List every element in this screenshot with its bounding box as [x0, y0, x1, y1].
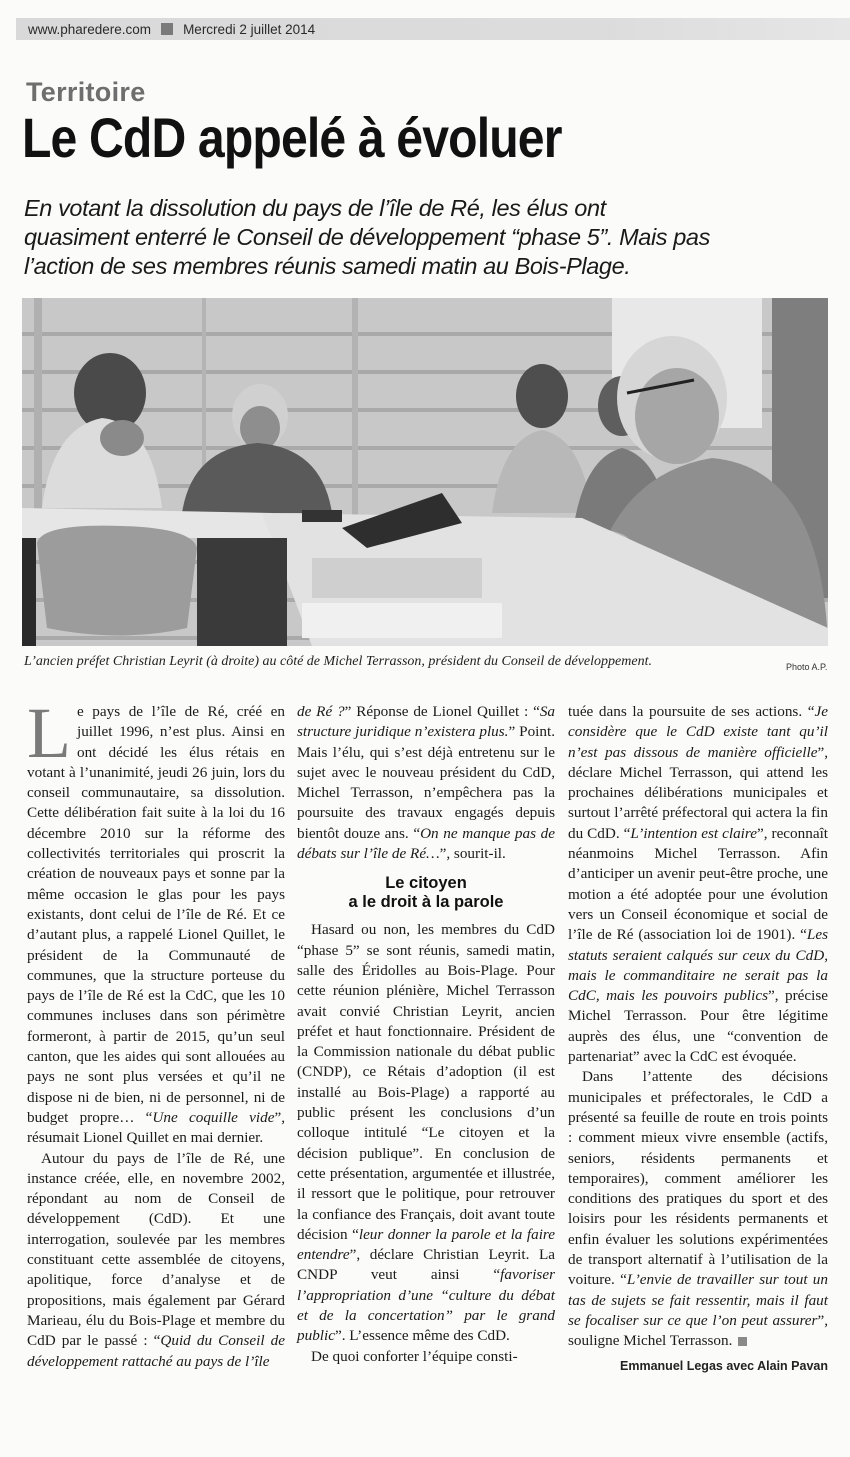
issue-date: Mercredi 2 juillet 2014 [183, 21, 316, 37]
papers [302, 603, 502, 638]
photo-caption: L’ancien préfet Christian Leyrit (à droite) au côté de Michel Terrasson, président du Conseil de développement. [24, 654, 652, 669]
header-bar [16, 18, 850, 40]
article-byline: Emmanuel Legas avec Alain Pavan [620, 1358, 828, 1373]
meeting-photo-illustration [22, 298, 828, 646]
article-column-3 [568, 702, 828, 1376]
drop-cap: L [27, 693, 71, 773]
paragraph: de Ré ?” Réponse de Lionel Quillet : “Sa structure juridique n’existera plus.” Point. Mais l’élu, qui s’est déjà entretenu sur le sujet avec le nouveau président du CdD, Michel Terrasson, n’empêchera pas la poursuite des travaux engagés depuis bientôt douze ans. “On ne manque pas de débats sur l’île de Ré…”, sourit-il. [297, 703, 555, 863]
paragraph: Dans l’attente des décisions municipales et préfectorales, le CdD a présenté sa feuille de route en trois points : comment mieux vivre ensemble (actifs, seniors, résidents permanents et temporaires), comment améliorer les conditions des pratiques du sport et des loisirs pour les résidents permanents et enfin évaluer les solutions expérimentées de transport alternatif à l’utilisation de la voiture. “L’envie de travailler sur tout un tas de sujets se fait ressentir, mais il faut se focaliser sur ce que l’on peut assurer”, souligne Michel Terrasson. [568, 1068, 828, 1350]
standfirst-line: quasiment enterré le Conseil de développement “phase 5”. Mais pas [24, 224, 710, 250]
papers-stack [312, 558, 482, 598]
chair [37, 526, 197, 636]
article-title: Le CdD appelé à évoluer [22, 106, 562, 169]
paragraph: Hasard ou non, les membres du CdD “phase 5” se sont réunis, samedi matin, salle des Éridolles au Bois-Plage. Pour cette réunion plénière, Michel Terrasson avait convié Christian Leyrit, ancien préfet et haut fonctionnaire. Président de la Commission nationale du débat public (CNDP), ce Rétais d’adoption (il est installé au Bois-Plage) a rapporté au public présent les conclusions d’un colloque intitulé “Le citoyen et la décision publique”. En conclusion de cette présentation, argumentée et illustrée, il ressort que le politique, pour retrouver la confiance des Français, doit avant toute décision “leur donner la parole et la faire entendre”, déclare Christian Leyrit. La CNDP veut ainsi “favoriser l’appropriation d’une “culture du débat et de la concertation” par le grand public”. L’essence même des CdD. [297, 921, 555, 1345]
article-column-1 [27, 693, 285, 1372]
section-kicker: Territoire [26, 77, 146, 107]
end-of-article-square-icon [738, 1337, 747, 1346]
square-bullet-icon [161, 23, 173, 35]
paragraph: tuée dans la poursuite de ses actions. “Je considère que le CdD existe tant qu’il n’est pas dissous de manière officielle”, déclare Michel Terrasson, qui attend les prochaines délibérations municipales et surtout l’arrêté préfectoral qui actera la fin du CdD. “L’intention est claire”, reconnaît néanmoins Michel Terrasson. Afin d’anticiper un avenir peut-être proche, une motion a été adoptée pour une évolution vers un Conseil économique et social de l’île de Ré (association loi de 1901). “Les statuts seraient calqués sur ceux du CdD, mais le commanditaire ne serait pas la CdC, mais les pouvoirs publics”, précise Michel Terrasson. Pour être légitime auprès des élus, une “convention de partenariat” avec la CdC est évoquée. [568, 703, 829, 1066]
article-column-2 [297, 702, 555, 1367]
paragraph: Le pays de l’île de Ré, créé en juillet 1996, n’est plus. Ainsi en ont décidé les élus rétais en votant à l’unanimité, jeudi 26 juin, lors du conseil communautaire, sa dissolution. Cette délibération fait suite à la loi du 16 décembre 2010 sur la réforme des collectivités territoriales qui proscrit la création de nouveaux pays et sonne par la même occasion le glas pour les pays existants, dont celui de l’île de Ré. Et ce d’autant plus, a rappelé Lionel Quillet, le président de la Communauté de communes, que la structure porteuse du pays de l’île de Ré est la CdC, que les 10 communes incluses dans son périmètre formeront, à partir de 2015, qu’un seul canton, que les aides qui sont allouées au pays ne sont plus versées et qu’il ne dispose ni de bien, ni de personnel, ni de budget propre… “Une coquille vide”, résumait Lionel Quillet en mai dernier. [27, 693, 285, 1147]
standfirst-line: En votant la dissolution du pays de l’île de Ré, les élus ont [24, 195, 606, 221]
site-url[interactable]: www.pharedere.com [28, 21, 152, 37]
paragraph: De quoi conforter l’équipe consti- [311, 1347, 518, 1365]
article-standfirst [24, 194, 844, 281]
standfirst-line: l’action de ses membres réunis samedi matin au Bois-Plage. [24, 253, 631, 279]
paragraph: Autour du pays de l’île de Ré, une instance créée, elle, en novembre 2002, répondant au nom de Conseil de développement (CdD). Et une interrogation, soulevée par les membres constituant cette assemblée de citoyens, apolitique, force d’analyse et de propositions, mais également par Gérard Marieau, élu du Bois-Plage et membre du CdD par le passé : “Quid du Conseil de développement rattaché au pays de l’île [27, 1149, 285, 1370]
phone [302, 510, 342, 522]
photo-credit: Photo A.P. [786, 662, 828, 672]
article-photo [22, 298, 828, 646]
section-subheading: Le citoyen a le droit à la parole [348, 874, 504, 912]
